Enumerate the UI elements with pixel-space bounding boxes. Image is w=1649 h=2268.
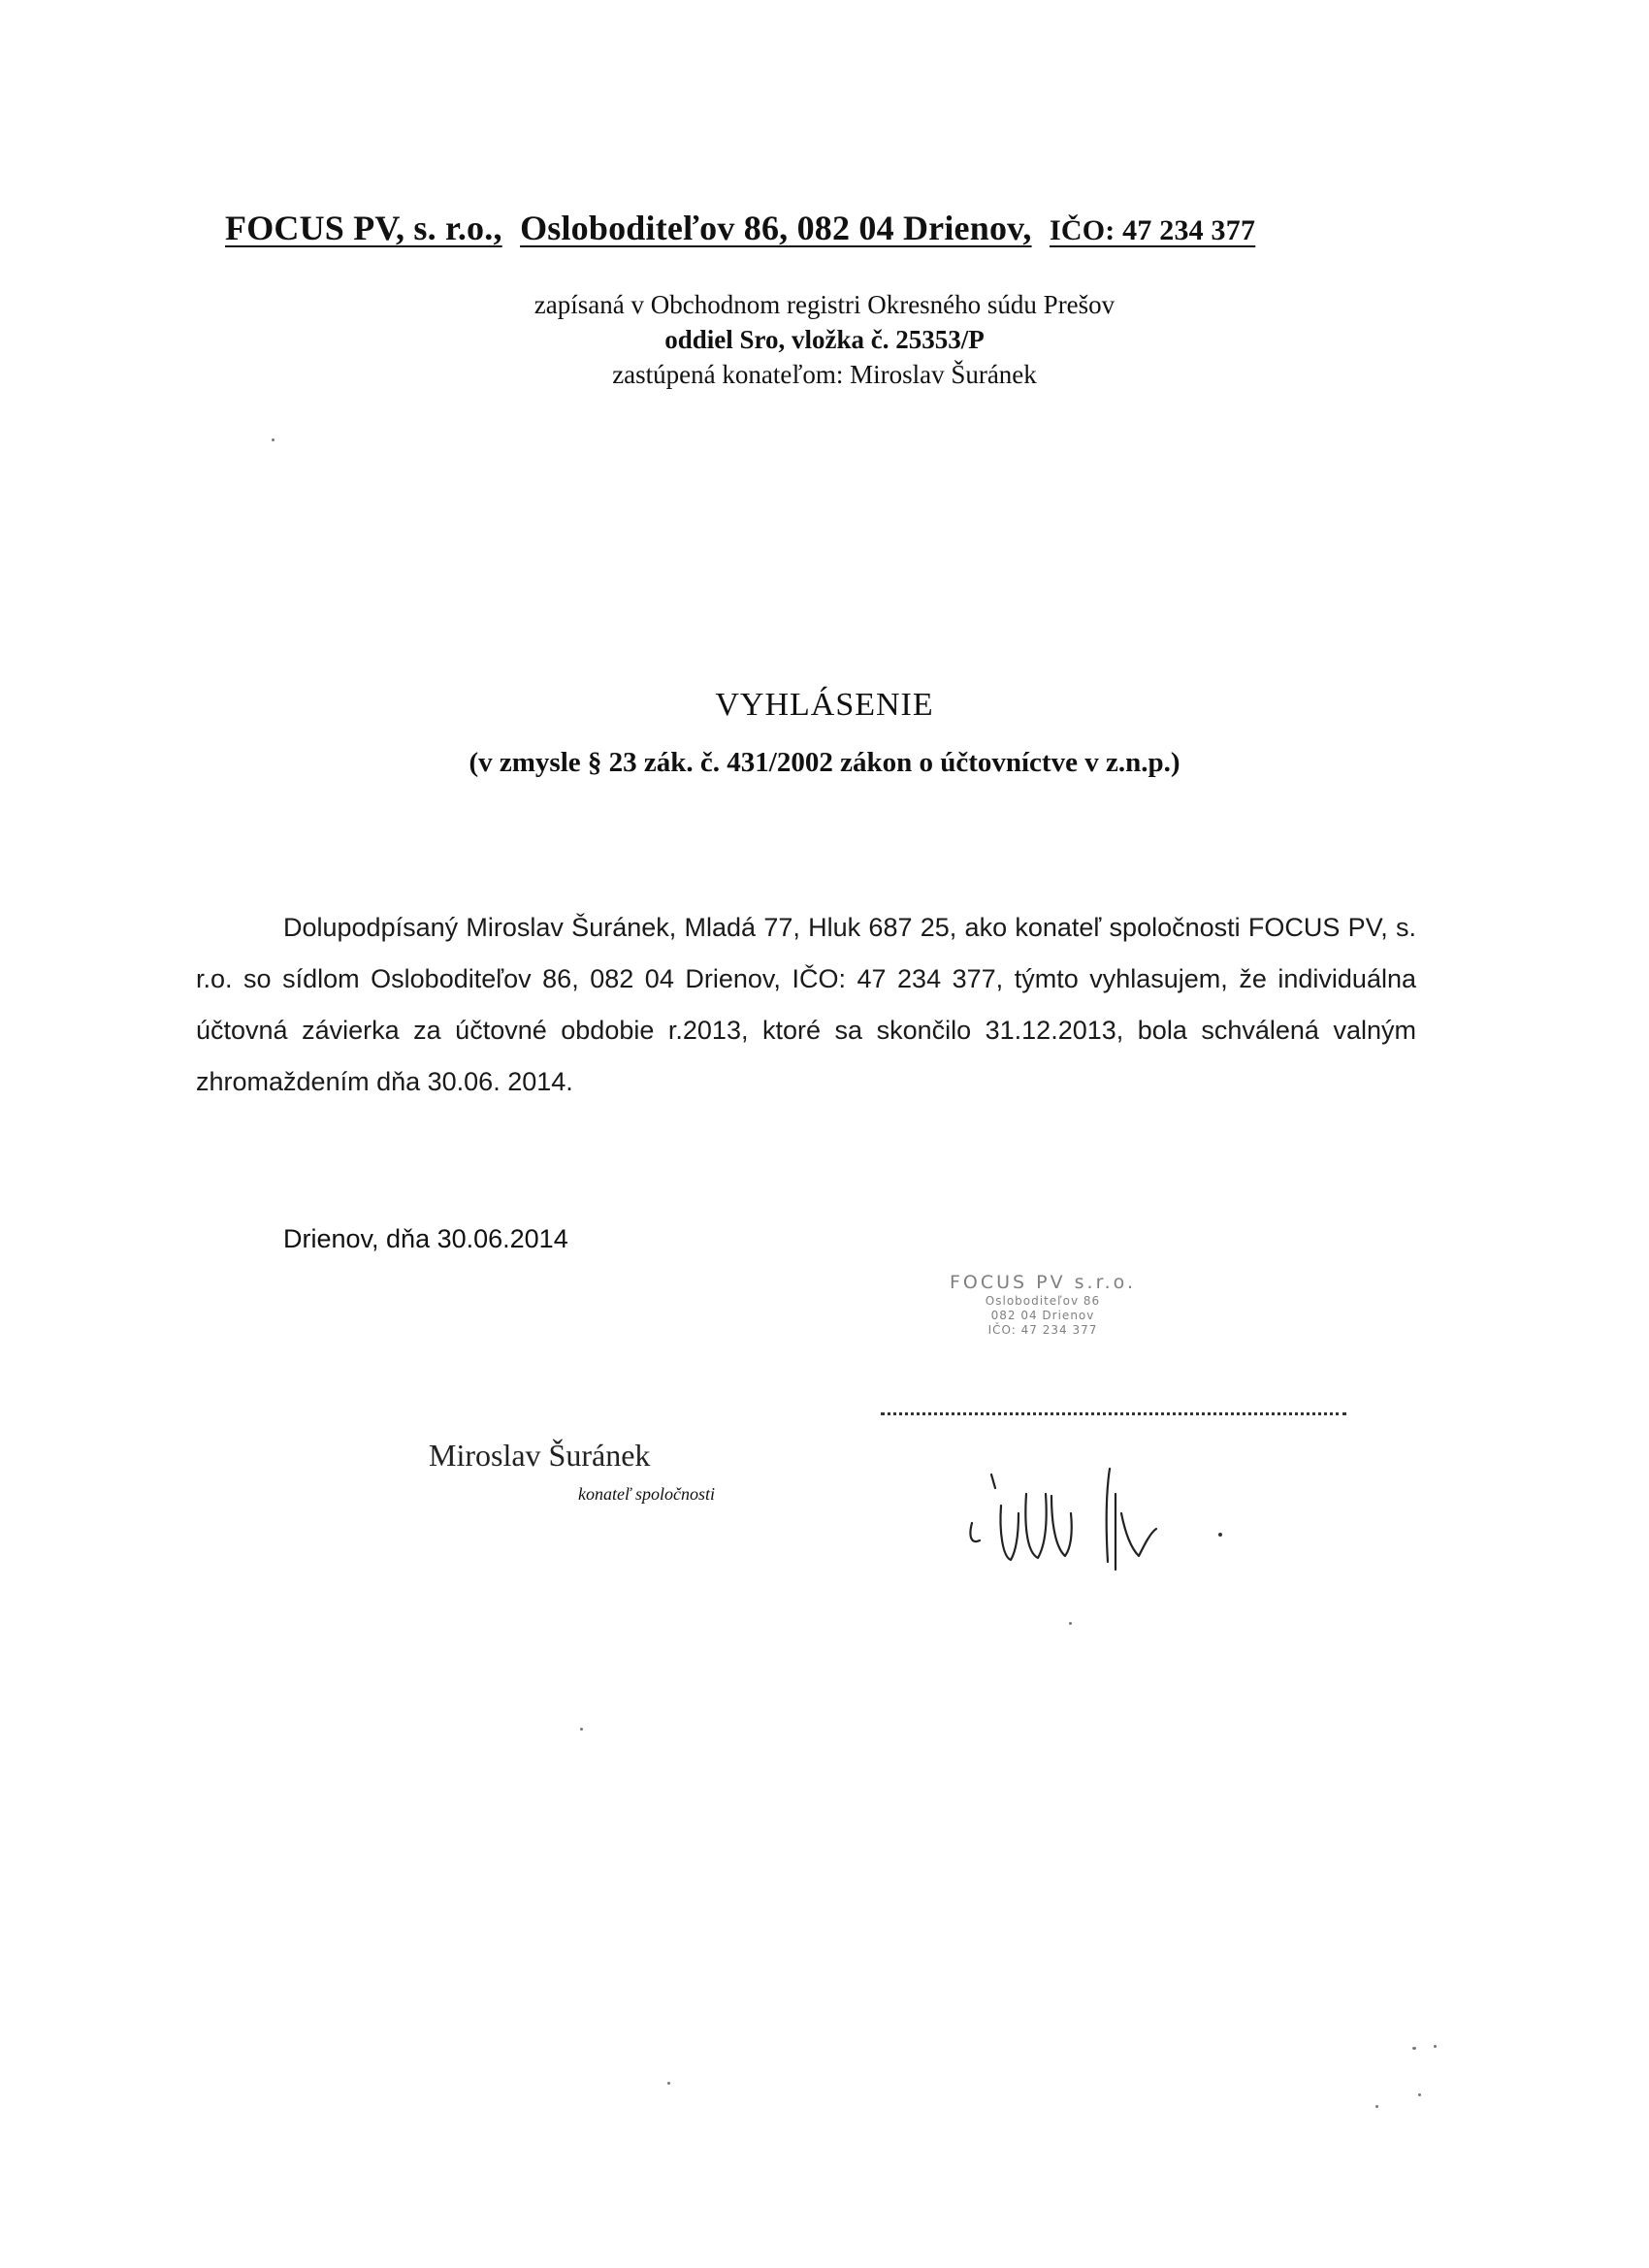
stamp-line-4: IČO: 47 234 377 xyxy=(987,1323,1098,1337)
stamp-line-2: Osloboditeľov 86 xyxy=(985,1294,1101,1308)
registry-line-3: zastúpená konateľom: Miroslav Šuránek xyxy=(612,360,1037,389)
declaration-body: Dolupodpísaný Miroslav Šuránek, Mladá 77, Hluk 687 25, ako konateľ spoločnosti FOCUS PV, s. r.o. so sídlom Osloboditeľov 86, 082 04 Drienov, IČO: 47 234 377, týmto vyhlasujem, že individuálna účtovná závierka za účtovné obdobie r.2013, ktoré sa skončilo 31.12.2013, bola schválená valným zhromaždením dňa 30.06. 2014. xyxy=(196,913,1416,1096)
scan-speck xyxy=(1069,1622,1072,1625)
stamp-line-3: 082 04 Drienov xyxy=(990,1309,1095,1322)
signer-name: Miroslav Šuránek xyxy=(429,1438,651,1473)
registry-line-2: oddiel Sro, vložka č. 25353/P xyxy=(664,325,985,354)
scan-speck xyxy=(1375,2105,1378,2108)
ico-value: 47 234 377 xyxy=(1122,214,1256,246)
company-header xyxy=(225,208,1438,248)
ico-label: IČO: xyxy=(1049,214,1116,246)
scan-speck xyxy=(1418,2093,1421,2096)
place-date: Drienov, dňa 30.06.2014 xyxy=(283,1224,568,1253)
scan-speck xyxy=(1434,2045,1437,2048)
registry-line-1: zapísaná v Obchodnom registri Okresného súdu Prešov xyxy=(534,290,1116,319)
scan-speck xyxy=(667,2082,670,2085)
company-stamp xyxy=(883,1271,1203,1338)
declaration-subtitle: (v zmysle § 23 zák. č. 431/2002 zákon o účtovníctve v z.n.p.) xyxy=(469,747,1180,778)
signer-role: konateľ spoločnosti xyxy=(578,1484,716,1504)
company-address: Osloboditeľov 86, 082 04 Drienov, xyxy=(520,209,1032,247)
scan-speck xyxy=(1412,2047,1416,2050)
company-name: FOCUS PV, s. r.o., xyxy=(225,209,502,247)
stamp-line-1: FOCUS PV s.r.o. xyxy=(949,1272,1137,1293)
handwritten-signature xyxy=(951,1455,1242,1591)
declaration-title: VYHLÁSENIE xyxy=(715,687,934,723)
signature-line xyxy=(881,1412,1346,1415)
scan-speck xyxy=(272,438,275,441)
scan-speck xyxy=(580,1728,583,1731)
